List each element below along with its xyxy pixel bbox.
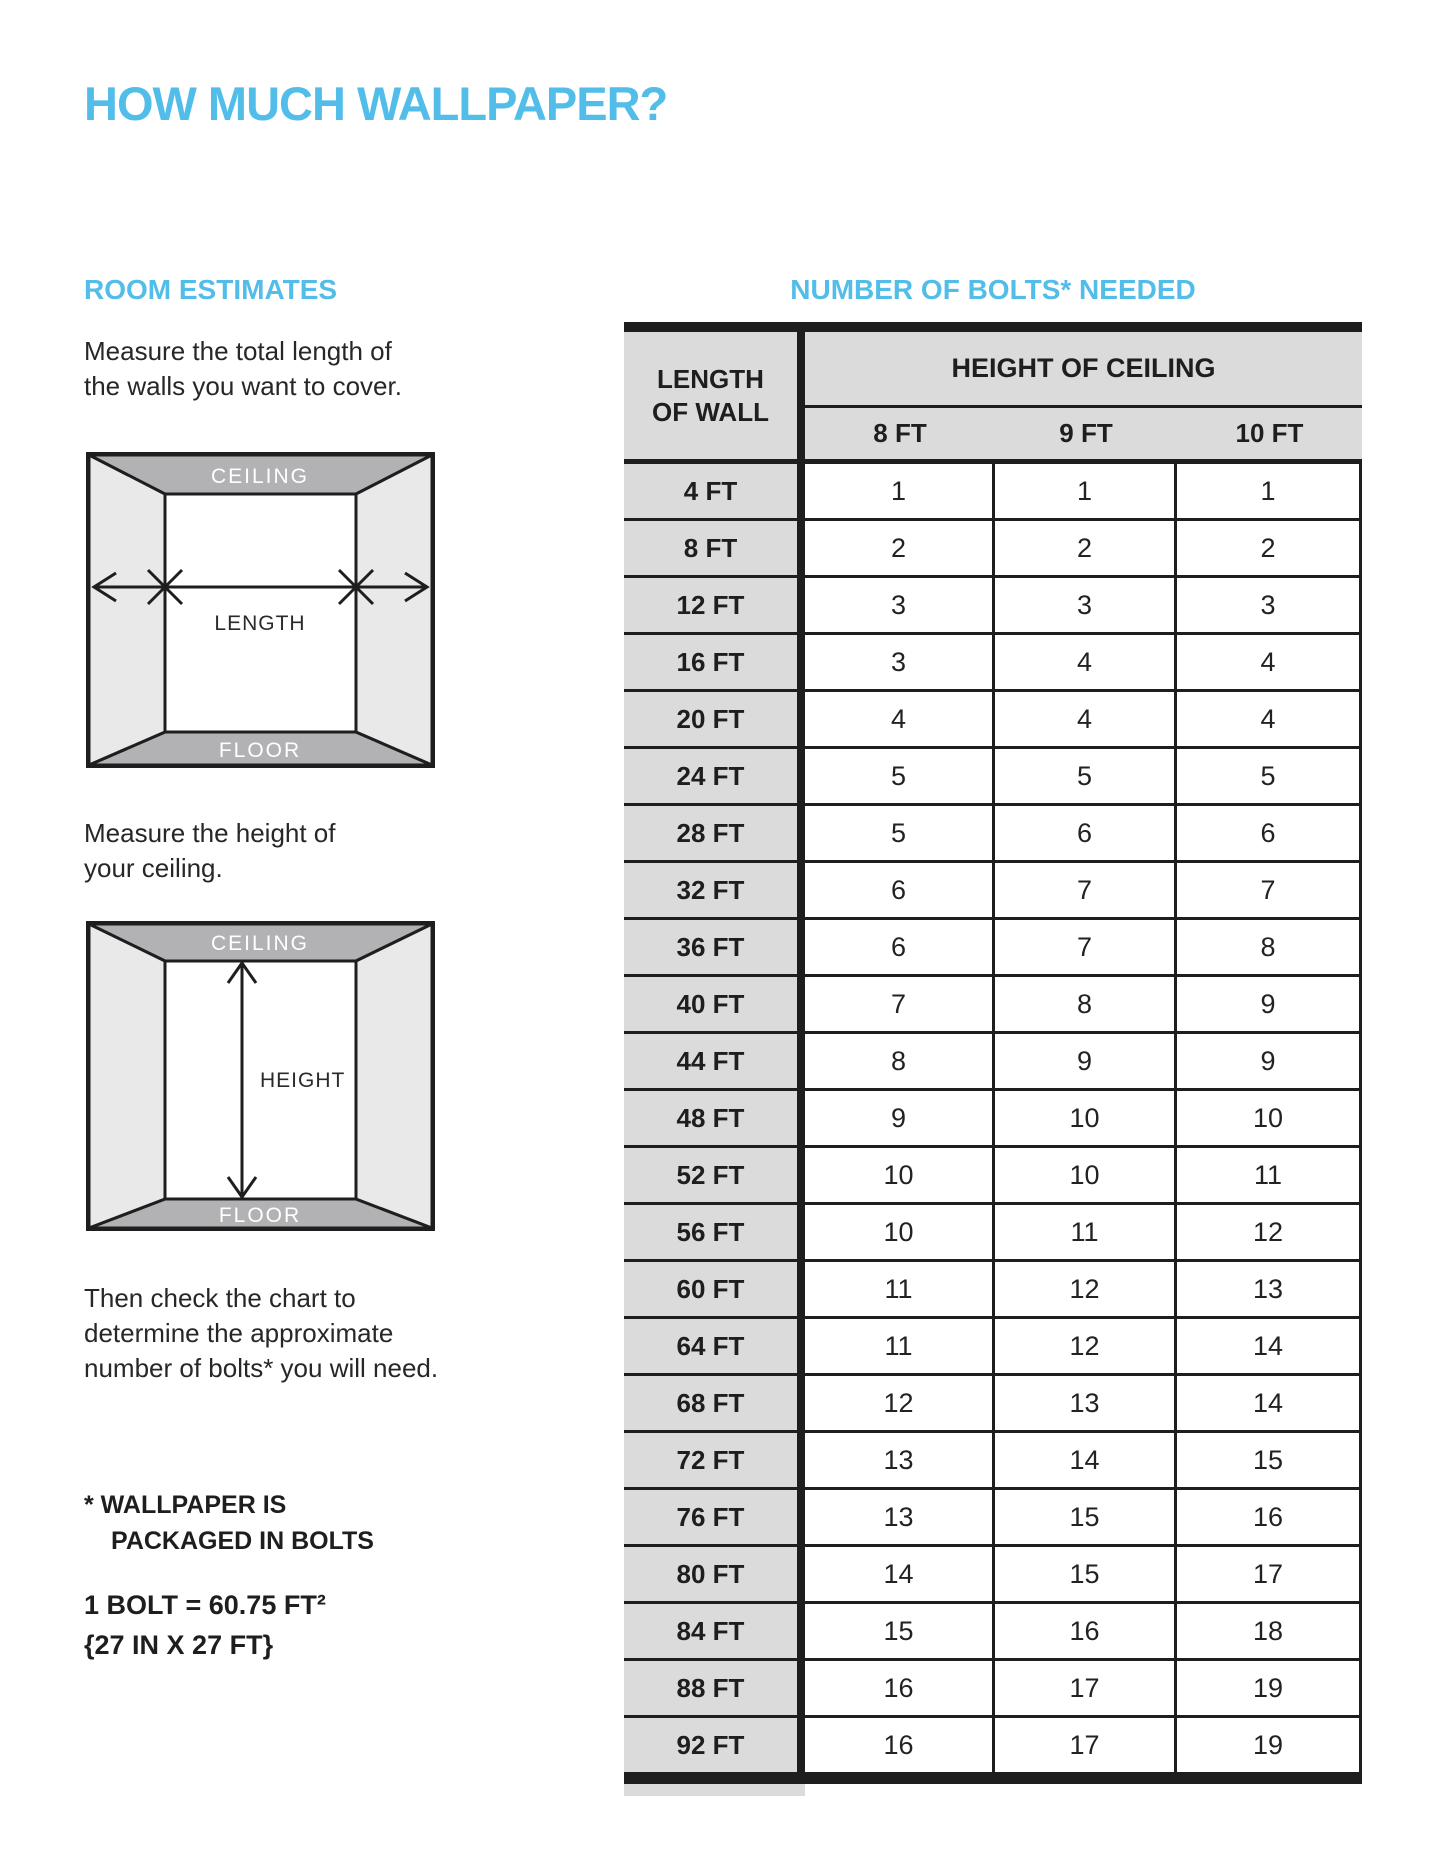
data-cell: 12 <box>995 1262 1177 1319</box>
table-row <box>624 1661 1362 1718</box>
wallpaper-bolts-footnote <box>84 1487 374 1559</box>
data-cell: 15 <box>995 1490 1177 1547</box>
table-row <box>624 464 1362 521</box>
bolts-table <box>624 322 1362 1796</box>
data-cell: 13 <box>995 1376 1177 1433</box>
table-row <box>624 1262 1362 1319</box>
data-cell: 6 <box>1177 806 1362 863</box>
row-label-cell: 76 FT <box>624 1490 805 1547</box>
left-wall-panel <box>89 924 165 1228</box>
floor-label: FLOOR <box>218 1204 302 1227</box>
data-cell: 5 <box>805 806 995 863</box>
data-cell: 2 <box>995 521 1177 578</box>
length-measure-label: LENGTH <box>214 612 306 635</box>
data-cell: 9 <box>995 1034 1177 1091</box>
table-row <box>624 635 1362 692</box>
data-cell: 1 <box>1177 464 1362 521</box>
footnote-line: PACKAGED IN BOLTS <box>111 1527 374 1555</box>
row-label-cell: 12 FT <box>624 578 805 635</box>
left-wall-panel <box>89 455 165 765</box>
room-length-diagram <box>86 452 435 768</box>
row-label-cell: 16 FT <box>624 635 805 692</box>
data-cell: 5 <box>1177 749 1362 806</box>
table-row <box>624 578 1362 635</box>
data-cell: 11 <box>805 1262 995 1319</box>
data-cell: 9 <box>1177 1034 1362 1091</box>
data-cell: 12 <box>995 1319 1177 1376</box>
bolts-needed-heading: NUMBER OF BOLTS* NEEDED <box>790 274 1196 305</box>
table-row <box>624 977 1362 1034</box>
row-label-cell: 36 FT <box>624 920 805 977</box>
data-cell: 19 <box>1177 1661 1362 1718</box>
data-cell: 9 <box>1177 977 1362 1034</box>
ceiling-label: CEILING <box>210 932 310 955</box>
table-row <box>624 1034 1362 1091</box>
table-row <box>624 1490 1362 1547</box>
data-cell: 6 <box>995 806 1177 863</box>
data-cell: 10 <box>995 1091 1177 1148</box>
data-cell: 16 <box>1177 1490 1362 1547</box>
data-cell: 5 <box>995 749 1177 806</box>
data-cell: 10 <box>1177 1091 1362 1148</box>
data-cell: 4 <box>805 692 995 749</box>
data-cell: 10 <box>805 1205 995 1262</box>
table-row <box>624 1319 1362 1376</box>
bolt-dimensions: {27 IN X 27 FT} <box>84 1630 274 1660</box>
data-cell: 8 <box>995 977 1177 1034</box>
text-line: Measure the height of <box>84 818 336 848</box>
data-cell: 12 <box>805 1376 995 1433</box>
data-cell: 14 <box>995 1433 1177 1490</box>
table-row <box>624 863 1362 920</box>
table-bottom-border <box>624 1775 1362 1784</box>
data-cell: 14 <box>805 1547 995 1604</box>
row-label-cell: 8 FT <box>624 521 805 578</box>
instruction-check-chart <box>84 1281 438 1386</box>
data-cell: 13 <box>805 1490 995 1547</box>
data-cell: 2 <box>805 521 995 578</box>
row-label-cell: 44 FT <box>624 1034 805 1091</box>
text-line: number of bolts* you will need. <box>84 1353 439 1383</box>
table-row <box>624 692 1362 749</box>
data-cell: 8 <box>1177 920 1362 977</box>
data-cell: 7 <box>995 920 1177 977</box>
data-cell: 18 <box>1177 1604 1362 1661</box>
data-cell: 15 <box>805 1604 995 1661</box>
ceiling-height-diagram <box>86 921 435 1231</box>
table-row <box>624 749 1362 806</box>
text-line: your ceiling. <box>84 853 223 883</box>
table-row <box>624 1547 1362 1604</box>
column-header-cell: 10 FT <box>1235 418 1304 448</box>
data-cell: 14 <box>1177 1376 1362 1433</box>
data-cell: 4 <box>1177 635 1362 692</box>
row-label-cell: 52 FT <box>624 1148 805 1205</box>
row-label-cell: 64 FT <box>624 1319 805 1376</box>
data-cell: 16 <box>995 1604 1177 1661</box>
row-label-cell: 68 FT <box>624 1376 805 1433</box>
data-cell: 3 <box>805 635 995 692</box>
column-headers-row <box>805 408 1362 459</box>
header-text-line: LENGTH <box>657 363 764 394</box>
bolt-equation: 1 BOLT = 60.75 FT² <box>84 1590 326 1620</box>
data-cell: 17 <box>1177 1547 1362 1604</box>
floor-label: FLOOR <box>218 739 302 762</box>
data-cell: 10 <box>805 1148 995 1205</box>
bolt-size-info <box>84 1585 326 1665</box>
text-line: determine the approximate <box>84 1318 394 1348</box>
data-cell: 12 <box>1177 1205 1362 1262</box>
data-cell: 15 <box>1177 1433 1362 1490</box>
data-cell: 19 <box>1177 1718 1362 1775</box>
table-row <box>624 1205 1362 1262</box>
height-of-ceiling-header-cell: HEIGHT OF CEILING <box>805 332 1362 408</box>
data-cell: 6 <box>805 920 995 977</box>
data-cell: 15 <box>995 1547 1177 1604</box>
data-cell: 7 <box>805 977 995 1034</box>
table-row <box>624 1376 1362 1433</box>
footnote-line: * WALLPAPER IS <box>84 1491 287 1519</box>
table-row <box>624 806 1362 863</box>
data-cell: 1 <box>805 464 995 521</box>
instruction-measure-length <box>84 334 402 404</box>
page-title: HOW MUCH WALLPAPER? <box>84 77 668 130</box>
data-cell: 5 <box>805 749 995 806</box>
table-row <box>624 1718 1362 1775</box>
data-cell: 7 <box>1177 863 1362 920</box>
table-footer-stub <box>624 1784 805 1796</box>
data-cell: 6 <box>805 863 995 920</box>
row-label-cell: 88 FT <box>624 1661 805 1718</box>
data-cell: 13 <box>1177 1262 1362 1319</box>
data-cell: 9 <box>805 1091 995 1148</box>
header-text-line: OF WALL <box>652 396 769 427</box>
table-body <box>624 464 1362 1775</box>
data-cell: 16 <box>805 1661 995 1718</box>
row-label-cell: 60 FT <box>624 1262 805 1319</box>
column-header-cell: 8 FT <box>873 418 927 448</box>
text-line: Then check the chart to <box>84 1283 356 1313</box>
row-label-cell: 84 FT <box>624 1604 805 1661</box>
row-label-cell: 24 FT <box>624 749 805 806</box>
data-cell: 2 <box>1177 521 1362 578</box>
row-label-cell: 48 FT <box>624 1091 805 1148</box>
data-cell: 11 <box>1177 1148 1362 1205</box>
data-cell: 1 <box>995 464 1177 521</box>
table-row <box>624 1433 1362 1490</box>
data-cell: 4 <box>1177 692 1362 749</box>
data-cell: 11 <box>995 1205 1177 1262</box>
data-cell: 13 <box>805 1433 995 1490</box>
table-row <box>624 920 1362 977</box>
text-line: the walls you want to cover. <box>84 371 402 401</box>
row-label-cell: 72 FT <box>624 1433 805 1490</box>
row-label-cell: 20 FT <box>624 692 805 749</box>
data-cell: 3 <box>805 578 995 635</box>
table-row <box>624 1604 1362 1661</box>
row-label-cell: 28 FT <box>624 806 805 863</box>
data-cell: 3 <box>995 578 1177 635</box>
column-header-cell: 9 FT <box>1059 418 1113 448</box>
data-cell: 11 <box>805 1319 995 1376</box>
height-measure-label: HEIGHT <box>260 1069 346 1092</box>
row-label-cell: 92 FT <box>624 1718 805 1775</box>
text-line: Measure the total length of <box>84 336 392 366</box>
row-group-header-cell <box>624 332 805 459</box>
data-cell: 4 <box>995 635 1177 692</box>
data-cell: 17 <box>995 1661 1177 1718</box>
row-label-cell: 80 FT <box>624 1547 805 1604</box>
right-wall-panel <box>356 924 432 1228</box>
instruction-measure-height <box>84 816 336 886</box>
column-group-header <box>805 332 1362 459</box>
table-row <box>624 1148 1362 1205</box>
data-cell: 10 <box>995 1148 1177 1205</box>
data-cell: 4 <box>995 692 1177 749</box>
table-row <box>624 521 1362 578</box>
data-cell: 14 <box>1177 1319 1362 1376</box>
data-cell: 3 <box>1177 578 1362 635</box>
data-cell: 8 <box>805 1034 995 1091</box>
room-estimates-heading: ROOM ESTIMATES <box>84 274 338 305</box>
table-top-border <box>624 322 1362 332</box>
table-header <box>624 332 1362 464</box>
data-cell: 7 <box>995 863 1177 920</box>
row-label-cell: 40 FT <box>624 977 805 1034</box>
ceiling-label: CEILING <box>210 465 310 488</box>
table-row <box>624 1091 1362 1148</box>
row-label-cell: 32 FT <box>624 863 805 920</box>
data-cell: 16 <box>805 1718 995 1775</box>
data-cell: 17 <box>995 1718 1177 1775</box>
right-wall-panel <box>356 455 432 765</box>
row-label-cell: 4 FT <box>624 464 805 521</box>
row-label-cell: 56 FT <box>624 1205 805 1262</box>
